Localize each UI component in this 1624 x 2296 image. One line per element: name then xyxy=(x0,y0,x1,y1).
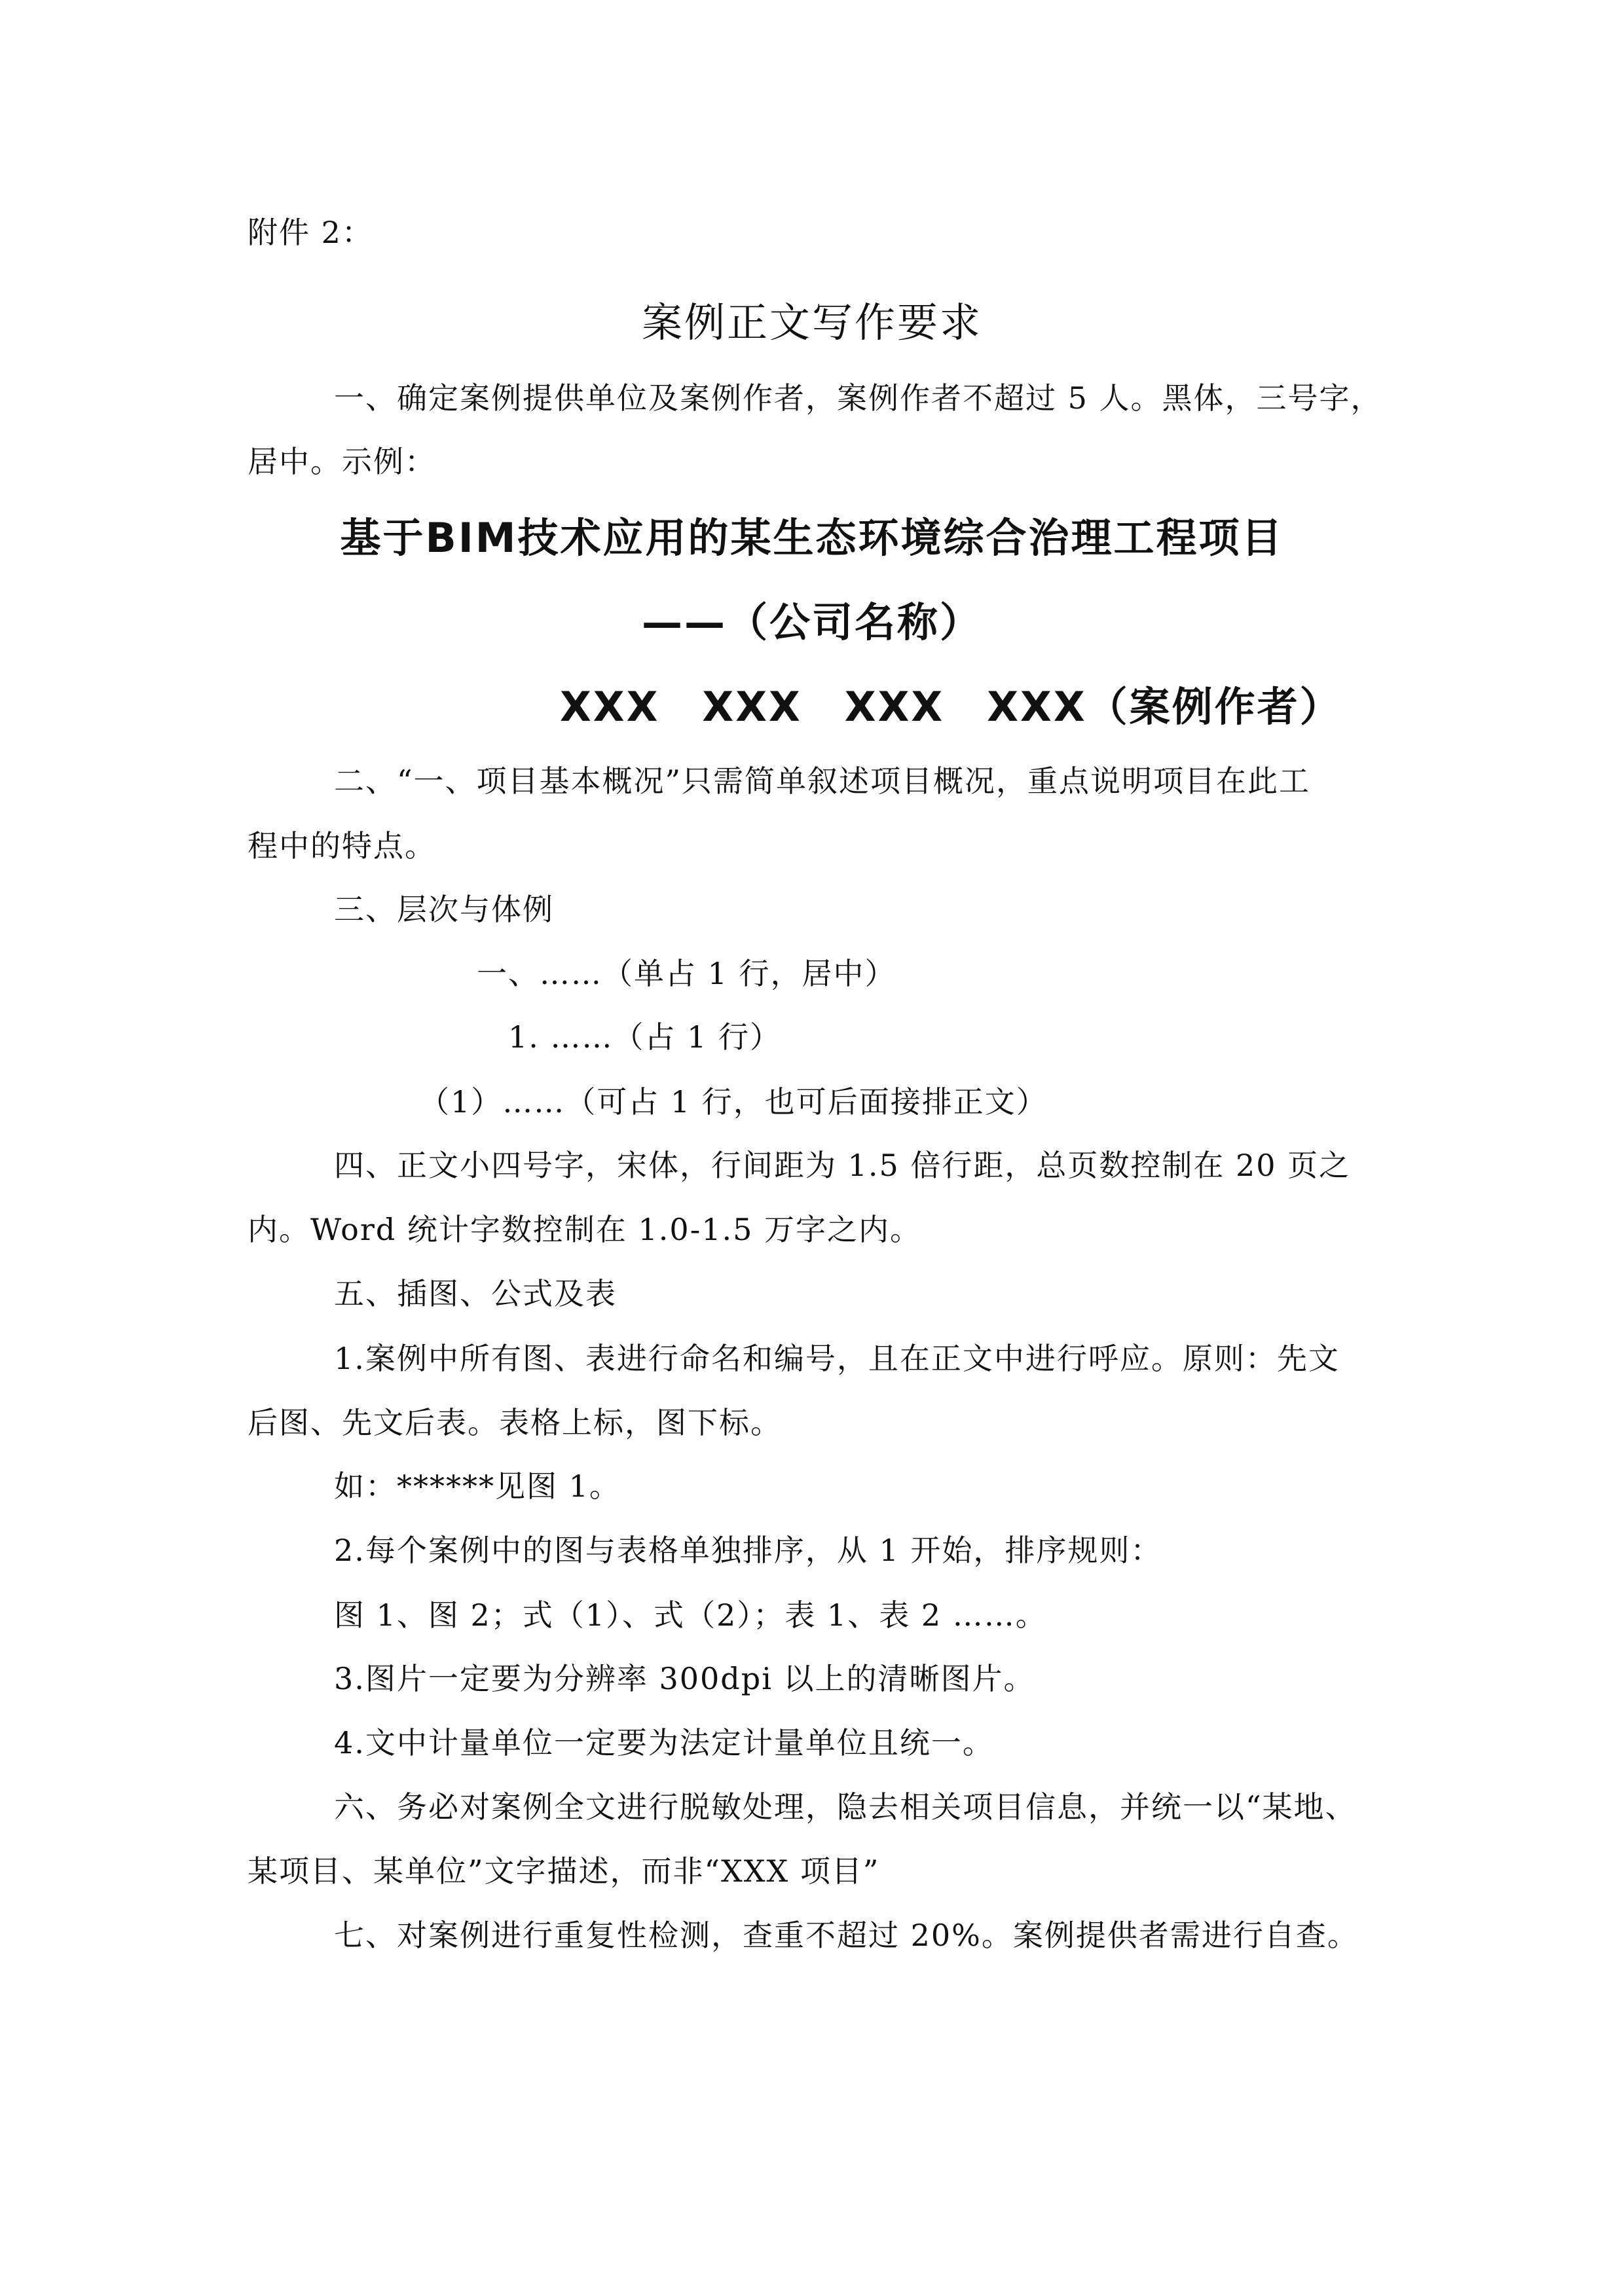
requirement-5-item-1-example: 如：******见图 1。 xyxy=(334,1468,621,1504)
requirement-2-line-1: 二、“一、项目基本概况”只需简单叙述项目概况，重点说明项目在此工 xyxy=(334,763,1311,799)
requirement-5-item-4: 4.文中计量单位一定要为法定计量单位且统一。 xyxy=(334,1725,994,1760)
requirement-5-item-2-line-1: 2.每个案例中的图与表格单独排序，从 1 开始，排序规则： xyxy=(334,1533,1162,1568)
requirement-4-line-2: 内。Word 统计字数控制在 1.0-1.5 万字之内。 xyxy=(248,1212,922,1247)
requirement-6-line-2: 某项目、某单位”文字描述，而非“XXX 项目” xyxy=(248,1853,880,1889)
requirement-5-item-2-line-2: 图 1、图 2；式（1）、式（2）；表 1、表 2 ……。 xyxy=(334,1597,1047,1633)
requirement-1-line-1: 一、确定案例提供单位及案例作者，案例作者不超过 5 人。黑体，三号字， xyxy=(334,380,1382,416)
requirement-3-title: 三、层次与体例 xyxy=(334,892,554,927)
hierarchy-level-3-example: （1）……（可占 1 行，也可后面接排正文） xyxy=(419,1084,1048,1120)
requirement-5-item-3: 3.图片一定要为分辨率 300dpi 以上的清晰图片。 xyxy=(334,1661,1035,1696)
example-company-name: ——（公司名称） xyxy=(641,598,982,646)
requirement-7-line-1: 七、对案例进行重复性检测，查重不超过 20%。案例提供者需进行自查。 xyxy=(334,1918,1359,1953)
hierarchy-level-1-example: 一、……（单占 1 行，居中） xyxy=(477,956,896,991)
requirement-5-item-1-line-2: 后图、先文后表。表格上标，图下标。 xyxy=(248,1405,782,1440)
requirement-5-item-1-line-1: 1.案例中所有图、表进行命名和编号，且在正文中进行呼应。原则：先文 xyxy=(334,1341,1340,1376)
requirement-4-line-1: 四、正文小四号字，宋体，行间距为 1.5 倍行距，总页数控制在 20 页之 xyxy=(334,1148,1351,1183)
requirement-5-title: 五、插图、公式及表 xyxy=(334,1276,617,1311)
example-case-title: 基于BIM技术应用的某生态环境综合治理工程项目 xyxy=(340,514,1284,562)
example-authors: XXX XXX XXX XXX（案例作者） xyxy=(560,683,1342,731)
requirement-1-line-2: 居中。示例： xyxy=(248,444,436,479)
hierarchy-level-2-example: 1. ……（占 1 行） xyxy=(508,1019,782,1055)
requirement-6-line-1: 六、务必对案例全文进行脱敏处理，隐去相关项目信息，并统一以“某地、 xyxy=(334,1789,1357,1825)
attachment-label: 附件 2： xyxy=(248,215,373,250)
requirement-2-line-2: 程中的特点。 xyxy=(248,828,436,864)
document-title: 案例正文写作要求 xyxy=(641,299,982,346)
